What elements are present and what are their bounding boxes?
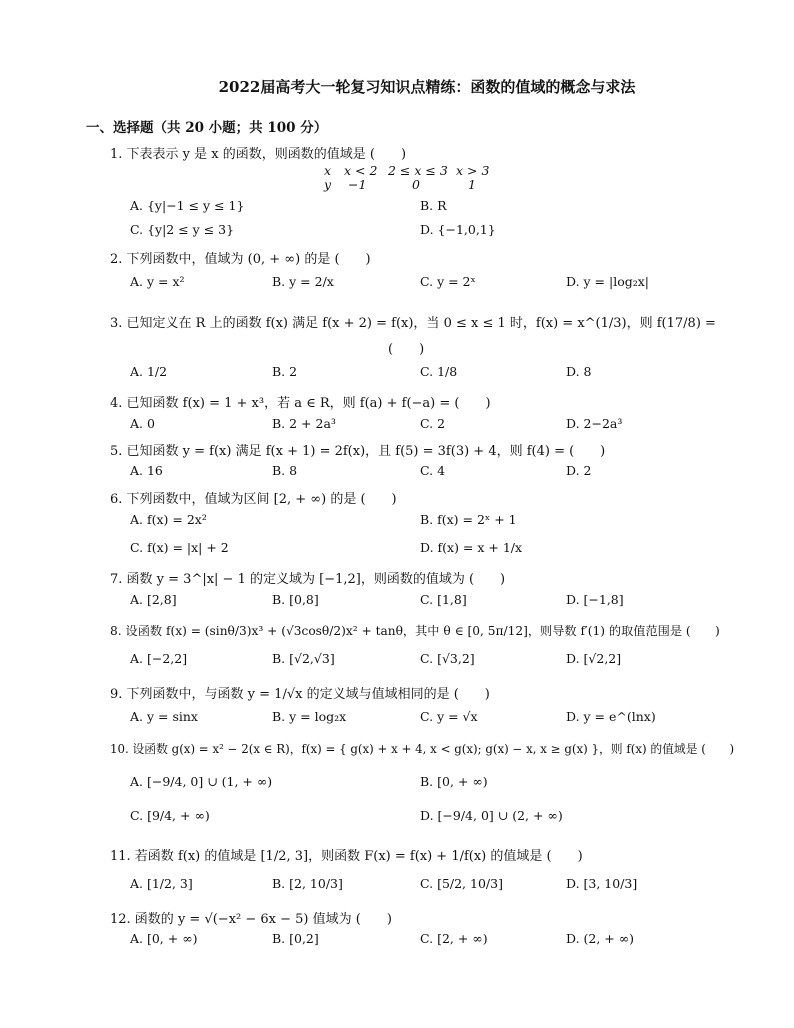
page-title: 2022届高考大一轮复习知识点精练：函数的值域的概念与求法 bbox=[218, 78, 636, 96]
q4-option-c: C. 2 bbox=[420, 416, 446, 431]
q1-option-a: A. {y|−1 ≤ y ≤ 1} bbox=[130, 198, 245, 213]
question-8: 8. 设函数 f(x) = (sinθ/3)x³ + (√3cosθ/2)x² + tanθ，其中 θ ∈ [0, 5π/12]，则导数 f′(1) 的取值范围是 ( ) bbox=[110, 624, 720, 638]
q2-option-b: B. y = 2/x bbox=[272, 274, 334, 289]
q4-option-d: D. 2−2a³ bbox=[566, 416, 623, 431]
q11-option-d: D. [3, 10/3] bbox=[566, 876, 638, 891]
question-9: 9. 下列函数中，与函数 y = 1/√x 的定义域与值域相同的是 ( ) bbox=[110, 687, 490, 702]
question-6: 6. 下列函数中，值域为区间 [2, + ∞) 的是 ( ) bbox=[110, 492, 397, 507]
q1-option-d: D. {−1,0,1} bbox=[420, 222, 496, 237]
q11-option-c: C. [5/2, 10/3] bbox=[420, 876, 503, 891]
q10-option-a: A. [−9/4, 0] ∪ (1, + ∞) bbox=[130, 774, 273, 789]
table-x-cell: x > 3 bbox=[456, 163, 490, 178]
q9-option-c: C. y = √x bbox=[420, 709, 478, 724]
q5-option-c: C. 4 bbox=[420, 463, 446, 478]
question-7: 7. 函数 y = 3^|x| − 1 的定义域为 [−1,2]，则函数的值域为 ( ) bbox=[110, 572, 506, 587]
q3-option-c: C. 1/8 bbox=[420, 364, 458, 379]
section-heading: 一、选择题（共 20 小题；共 100 分） bbox=[86, 120, 328, 136]
q4-option-a: A. 0 bbox=[130, 416, 155, 431]
q10-option-d: D. [−9/4, 0] ∪ (2, + ∞) bbox=[420, 808, 563, 823]
q12-option-a: A. [0, + ∞) bbox=[130, 931, 198, 946]
table-y-label: y bbox=[324, 177, 332, 192]
table-y-cell: −1 bbox=[348, 177, 367, 192]
q8-option-d: D. [√2,2] bbox=[566, 651, 622, 666]
q1-option-c: C. {y|2 ≤ y ≤ 3} bbox=[130, 222, 235, 237]
q6-option-a: A. f(x) = 2x² bbox=[130, 512, 207, 527]
q2-option-d: D. y = |log₂x| bbox=[566, 274, 650, 289]
question-2: 2. 下列函数中，值域为 (0, + ∞) 的是 ( ) bbox=[110, 252, 371, 267]
q11-option-a: A. [1/2, 3] bbox=[130, 876, 193, 891]
q12-option-d: D. (2, + ∞) bbox=[566, 931, 635, 946]
table-y-cell: 1 bbox=[468, 177, 476, 192]
question-10: 10. 设函数 g(x) = x² − 2(x ∈ R)，f(x) = { g(x) + x + 4, x < g(x); g(x) − x, x ≥ g(x) }，则 f(x) 的值域是 ( ) bbox=[110, 742, 735, 756]
question-12: 12. 函数的 y = √(−x² − 6x − 5) 值域为 ( ) bbox=[110, 912, 392, 927]
q6-option-d: D. f(x) = x + 1/x bbox=[420, 540, 523, 555]
q3-option-d: D. 8 bbox=[566, 364, 592, 379]
q9-option-a: A. y = sinx bbox=[130, 709, 198, 724]
table-x-cell: x < 2 bbox=[344, 163, 378, 178]
q5-option-d: D. 2 bbox=[566, 463, 592, 478]
q6-option-c: C. f(x) = |x| + 2 bbox=[130, 540, 229, 555]
q7-option-a: A. [2,8] bbox=[130, 592, 177, 607]
q5-option-b: B. 8 bbox=[272, 463, 298, 478]
q9-option-d: D. y = e^(lnx) bbox=[566, 709, 656, 724]
q3-option-b: B. 2 bbox=[272, 364, 298, 379]
q6-option-b: B. f(x) = 2ˣ + 1 bbox=[420, 512, 517, 527]
q7-option-d: D. [−1,8] bbox=[566, 592, 624, 607]
q9-option-b: B. y = log₂x bbox=[272, 709, 347, 724]
q3-option-a: A. 1/2 bbox=[130, 364, 168, 379]
question-4: 4. 已知函数 f(x) = 1 + x³，若 a ∈ R，则 f(a) + f(−a) = ( ) bbox=[110, 396, 491, 411]
q12-option-b: B. [0,2] bbox=[272, 931, 319, 946]
question-11: 11. 若函数 f(x) 的值域是 [1/2, 3]，则函数 F(x) = f(x) + 1/f(x) 的值域是 ( ) bbox=[110, 849, 583, 864]
q2-option-a: A. y = x² bbox=[130, 274, 185, 289]
q10-option-c: C. [9/4, + ∞) bbox=[130, 808, 210, 823]
q2-option-c: C. y = 2ˣ bbox=[420, 274, 476, 289]
q5-option-a: A. 16 bbox=[130, 463, 163, 478]
q4-option-b: B. 2 + 2a³ bbox=[272, 416, 336, 431]
question-3: 3. 已知定义在 R 上的函数 f(x) 满足 f(x + 2) = f(x)，当 0 ≤ x ≤ 1 时，f(x) = x^(1/3)，则 f(17/8) = bbox=[110, 316, 716, 331]
table-x-cell: 2 ≤ x ≤ 3 bbox=[388, 163, 448, 178]
table-y-cell: 0 bbox=[412, 177, 420, 192]
q8-option-a: A. [−2,2] bbox=[130, 651, 188, 666]
question-5: 5. 已知函数 y = f(x) 满足 f(x + 1) = 2f(x)，且 f(5) = 3f(3) + 4，则 f(4) = ( ) bbox=[110, 444, 606, 459]
q8-option-c: C. [√3,2] bbox=[420, 651, 475, 666]
q7-option-b: B. [0,8] bbox=[272, 592, 319, 607]
question-1: 1. 下表表示 y 是 x 的函数，则函数的值域是 ( ) bbox=[110, 147, 407, 162]
q10-option-b: B. [0, + ∞) bbox=[420, 774, 488, 789]
q12-option-c: C. [2, + ∞) bbox=[420, 931, 488, 946]
q7-option-c: C. [1,8] bbox=[420, 592, 467, 607]
q11-option-b: B. [2, 10/3] bbox=[272, 876, 343, 891]
q1-option-b: B. R bbox=[420, 198, 447, 213]
q3-answer-paren: ( ) bbox=[388, 342, 425, 357]
table-x-label: x bbox=[324, 163, 332, 178]
q8-option-b: B. [√2,√3] bbox=[272, 651, 335, 666]
